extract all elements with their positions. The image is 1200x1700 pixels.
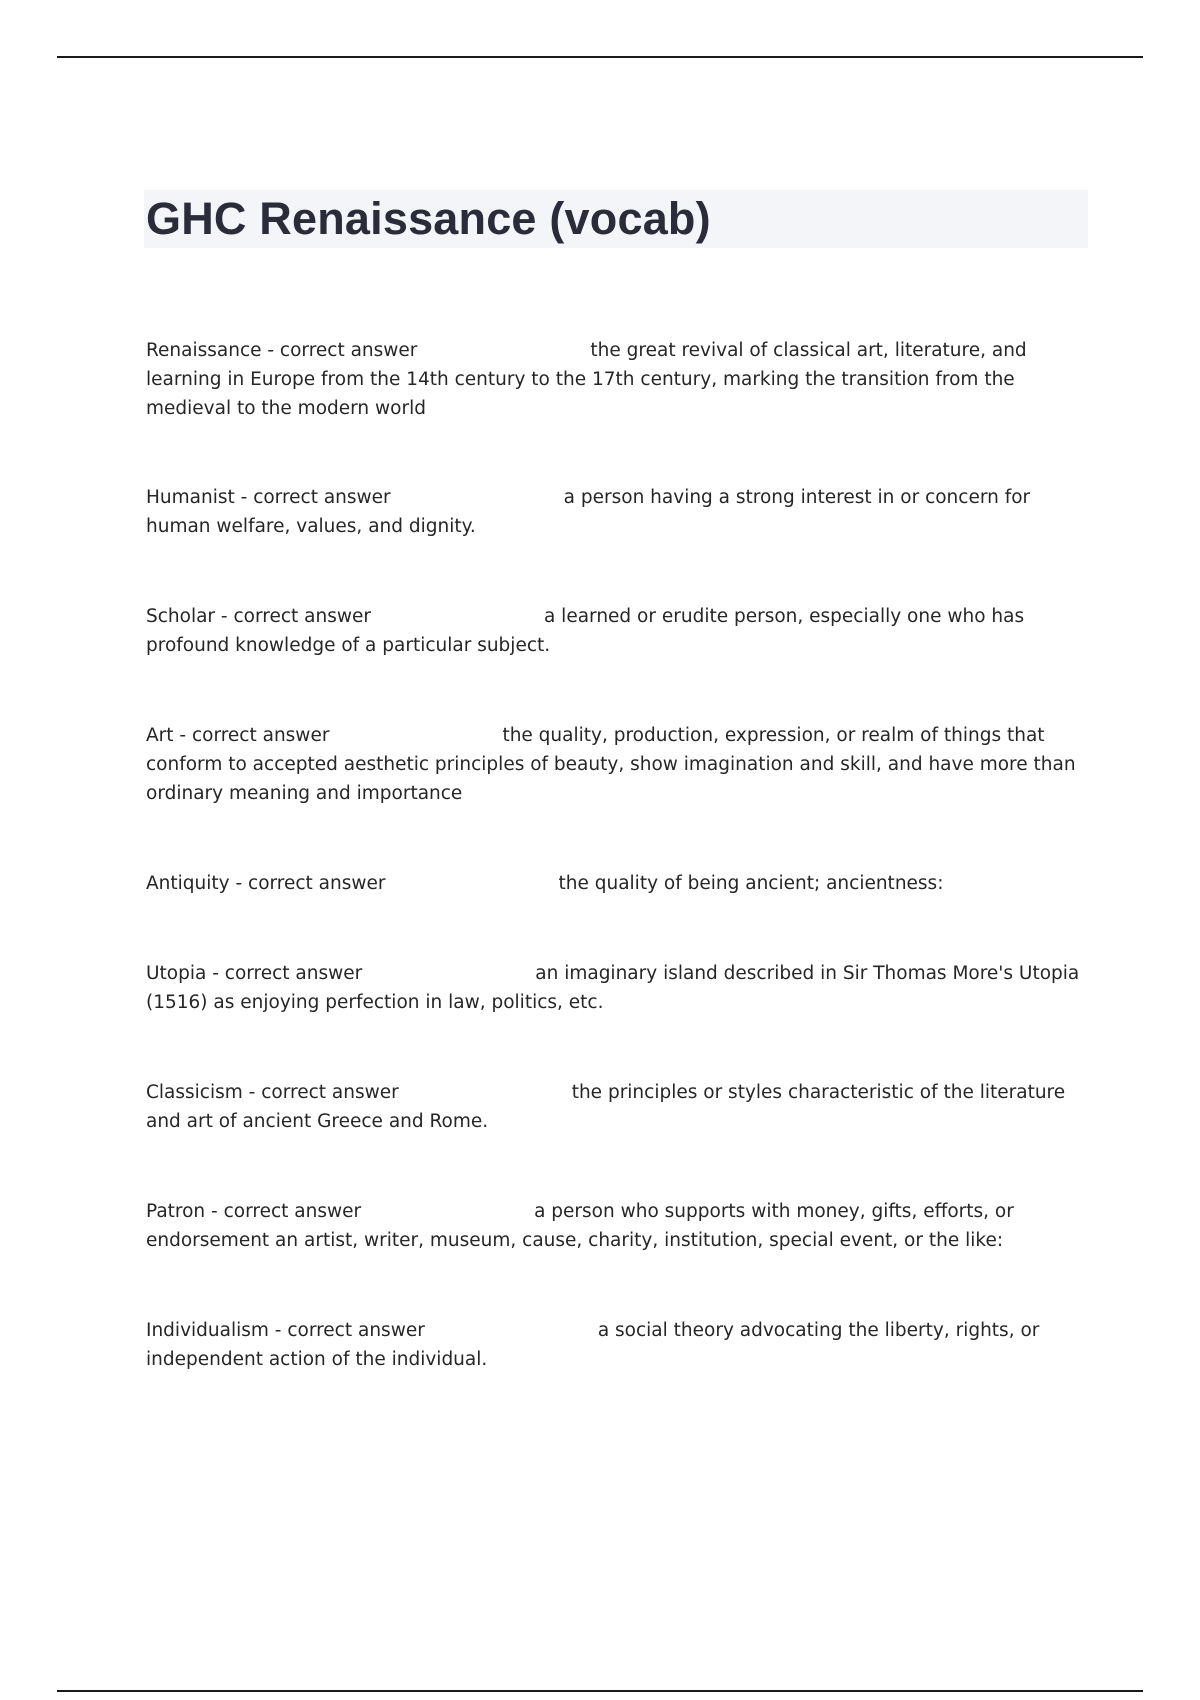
vocab-entry <box>146 336 1086 423</box>
vocab-entry <box>146 1197 1086 1255</box>
vocab-definition: the quality, production, expression, or realm of things that conform to accepted aesthetic principles of beauty, show imagination and skill, and have more than ordinary meaning and importance <box>146 725 1076 804</box>
vocab-entry <box>146 959 1086 1017</box>
vocab-definition: the principles or styles characteristic of the literature and art of ancient Greece and Rome. <box>146 1082 1066 1132</box>
vocab-entry <box>146 483 1086 541</box>
vocab-definition: the great revival of classical art, literature, and learning in Europe from the 14th century to the 17th century, marking the transition from the medieval to the modern world <box>146 340 1027 419</box>
vocab-term: Individualism - correct answer <box>146 1320 425 1341</box>
vocab-definition: a person having a strong interest in or concern for human welfare, values, and dignity. <box>146 487 1031 537</box>
bottom-rule <box>57 1690 1143 1692</box>
page-title: GHC Renaissance (vocab) <box>146 193 711 244</box>
vocab-term: Patron - correct answer <box>146 1201 362 1222</box>
vocab-entry <box>146 869 1086 898</box>
vocab-term: Utopia - correct answer <box>146 963 363 984</box>
vocab-term: Antiquity - correct answer <box>146 873 386 894</box>
top-rule <box>57 56 1143 58</box>
vocab-term: Renaissance - correct answer <box>146 340 418 361</box>
vocab-definition: a learned or erudite person, especially one who has profound knowledge of a particular subject. <box>146 606 1025 656</box>
vocab-term: Classicism - correct answer <box>146 1082 399 1103</box>
vocab-definition: the quality of being ancient; ancientness: <box>558 873 944 894</box>
vocab-entry <box>146 602 1086 660</box>
vocab-term: Scholar - correct answer <box>146 606 371 627</box>
vocab-term: Art - correct answer <box>146 725 330 746</box>
vocab-definition: a social theory advocating the liberty, rights, or independent action of the individual. <box>146 1320 1040 1370</box>
vocab-definition: a person who supports with money, gifts, efforts, or endorsement an artist, writer, museum, cause, charity, institution, special event, or the like: <box>146 1201 1014 1251</box>
vocab-entry <box>146 1316 1086 1374</box>
vocab-entry <box>146 721 1086 808</box>
vocab-entry <box>146 1078 1086 1136</box>
vocab-list <box>146 336 1086 1374</box>
vocab-definition: an imaginary island described in Sir Thomas More's Utopia (1516) as enjoying perfection in law, politics, etc. <box>146 963 1080 1013</box>
vocab-term: Humanist - correct answer <box>146 487 391 508</box>
